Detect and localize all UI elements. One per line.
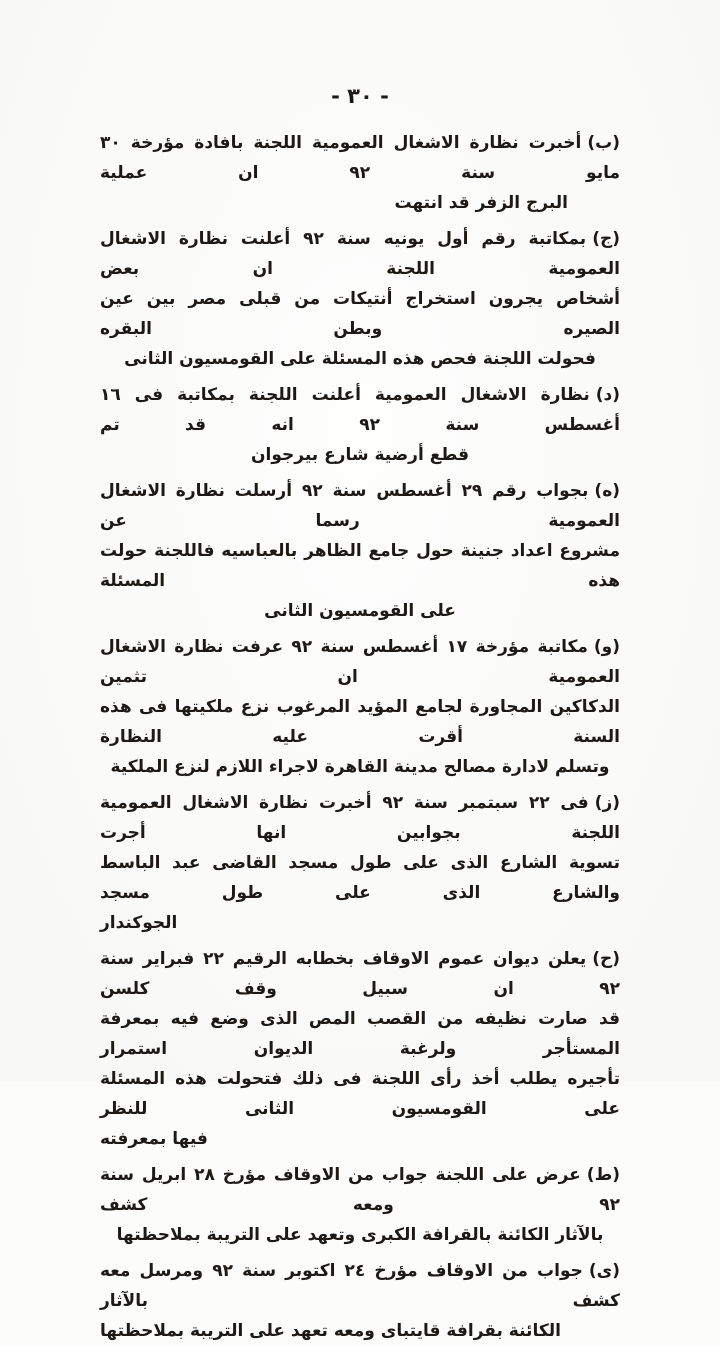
paragraph <box>100 788 620 938</box>
paragraph-marker: (ح) <box>592 949 620 969</box>
paragraph-marker: (ب) <box>587 133 620 153</box>
paragraph-line: (ز)فى ٢٢ سبتمبر سنة ٩٢ أخبرت نظارة الاشغال العمومية اللجنة بجوابين انها أجرت <box>100 793 620 843</box>
paragraph-line: الكائنة بقرافة قايتباى ومعه تعهد على التريبة بملاحظتها <box>100 1321 561 1341</box>
paragraph-marker: (ط) <box>586 1165 620 1185</box>
paragraph-line: (ه)بجواب رقم ٢٩ أغسطس سنة ٩٢ أرسلت نظارة الاشغال العمومية رسما عن <box>100 481 620 531</box>
paragraph-line: بالآثار الكائنة بالقرافة الكبرى وتعهد على التريبة بملاحظتها <box>116 1225 604 1245</box>
paragraph-line: (ى)جواب من الاوقاف مؤرخ ٢٤ اكتوبر سنة ٩٢ ومرسل معه كشف بالآثار <box>100 1261 620 1311</box>
paragraph-line: قد صارت نظيفه من القصب المص الذى وضع فيه بمعرفة المستأجر ولرغبة الديوان استمرار <box>100 1009 620 1059</box>
paragraph-line: البرج الزفر قد انتهت <box>394 193 568 213</box>
paragraph-line: (ج)بمكاتبة رقم أول يونيه سنة ٩٢ أعلنت نظارة الاشغال العمومية اللجنة ان بعض <box>100 229 620 279</box>
paragraph-line: فيها بمعرفته <box>100 1129 208 1149</box>
paragraph-line: تأجيره يطلب أخذ رأى اللجنة فى ذلك فتحولت هذه المسئلة على القومسيون الثانى للنظر <box>100 1069 620 1119</box>
page-number: - ٣٠ - <box>331 84 389 108</box>
paragraph-line: وتسلم لادارة مصالح مدينة القاهرة لاجراء اللازم لنزع الملكية <box>110 757 610 777</box>
paragraph-marker: (ج) <box>592 229 620 249</box>
paragraph <box>100 1256 620 1346</box>
paragraph-line: (ط)عرض على اللجنة جواب من الاوقاف مؤرخ ٢٨ ابريل سنة ٩٢ ومعه كشف <box>100 1165 620 1215</box>
paragraph-line: فحولت اللجنة فحص هذه المسئلة على القومسيون الثانى <box>124 349 596 369</box>
paragraph-marker: (و) <box>593 637 621 657</box>
paragraph <box>100 128 620 218</box>
paragraph-line: (ح)يعلن ديوان عموم الاوقاف بخطابه الرقيم ٢٢ فبراير سنة ٩٢ ان سبيل وقف كلسن <box>100 949 620 999</box>
paragraph <box>100 944 620 1154</box>
paragraph-line: قطع أرضية شارع بيرجوان <box>251 445 469 465</box>
paragraph-line: (ب)أخبرت نظارة الاشغال العمومية اللجنة بافادة مؤرخة ٣٠ مايو سنة ٩٢ ان عملية <box>100 133 620 183</box>
paragraph <box>100 632 620 782</box>
paragraph-line: مشروع اعداد جنينة حول جامع الظاهر بالعباسيه فاللجنة حولت هذه المسئلة <box>100 541 620 591</box>
paragraph-marker: (د) <box>595 385 620 405</box>
paragraph-line: على القومسيون الثانى <box>264 601 456 621</box>
paragraph <box>100 1160 620 1250</box>
paragraph <box>100 476 620 626</box>
paragraph <box>100 380 620 470</box>
paragraph-marker: (ز) <box>594 793 620 813</box>
paragraph-marker: (ى) <box>588 1261 620 1281</box>
paragraph-line: (د)نظارة الاشغال العمومية أعلنت اللجنة بمكاتبة فى ١٦ أغسطس سنة ٩٢ انه قد تم <box>100 385 620 435</box>
paragraph-marker: (ه) <box>594 481 620 501</box>
paragraph-line: الدكاكين المجاورة لجامع المؤيد المرغوب نزع ملكيتها فى هذه السنة أقرت عليه النظارة <box>100 697 620 747</box>
paragraph-line: الجوكندار <box>100 913 178 933</box>
paragraph-line: (و)مكاتبة مؤرخة ١٧ أغسطس سنة ٩٢ عرفت نظارة الاشغال العمومية ان تثمين <box>100 637 621 687</box>
text-block <box>100 128 620 1346</box>
paragraph <box>100 224 620 374</box>
paragraph-line: أشخاص يجرون استخراج أنتيكات من قبلى مصر بين عين الصيره وبطن البقره <box>100 289 620 339</box>
paragraph-line: تسوية الشارع الذى على طول مسجد القاضى عبد الباسط والشارع الذى على طول مسجد <box>100 853 620 903</box>
